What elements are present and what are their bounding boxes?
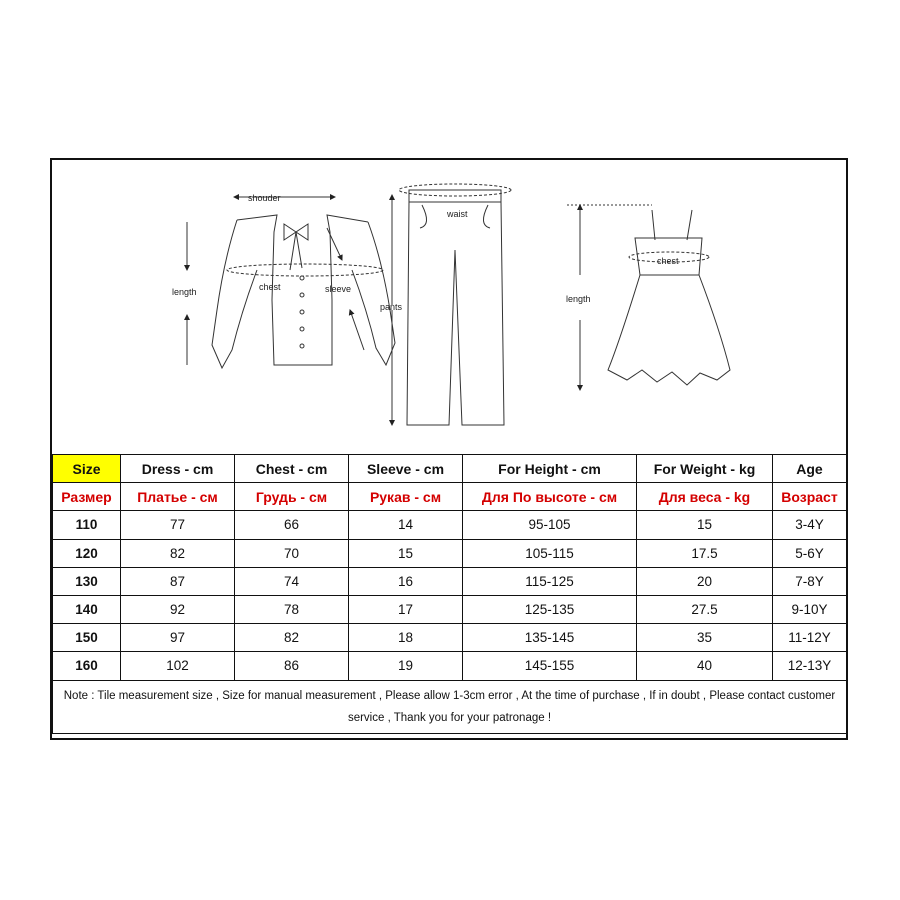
header-row-english	[53, 455, 847, 483]
cell-size: 130	[53, 567, 121, 595]
header-ru-height: Для По высоте - см	[463, 483, 637, 511]
table-row	[53, 624, 847, 652]
shirt-diagram	[187, 197, 395, 368]
header-ru-dress: Платье - см	[121, 483, 235, 511]
table-row	[53, 652, 847, 680]
cell-sleeve: 17	[349, 595, 463, 623]
cell-sleeve: 14	[349, 511, 463, 539]
cell-chest: 66	[235, 511, 349, 539]
cell-weight: 17.5	[637, 539, 773, 567]
header-ru-sleeve: Рукав - см	[349, 483, 463, 511]
dress-diagram	[567, 205, 730, 390]
header-sleeve: Sleeve - cm	[349, 455, 463, 483]
cell-dress: 87	[121, 567, 235, 595]
cell-age: 9-10Y	[773, 595, 847, 623]
cell-sleeve: 16	[349, 567, 463, 595]
header-age: Age	[773, 455, 847, 483]
cell-chest: 78	[235, 595, 349, 623]
cell-weight: 20	[637, 567, 773, 595]
header-height: For Height - cm	[463, 455, 637, 483]
cell-age: 11-12Y	[773, 624, 847, 652]
cell-weight: 40	[637, 652, 773, 680]
shirt-length-label: length	[172, 287, 197, 297]
cell-dress: 92	[121, 595, 235, 623]
header-ru-weight: Для веса - kg	[637, 483, 773, 511]
header-dress: Dress - cm	[121, 455, 235, 483]
header-row-russian	[53, 483, 847, 511]
header-size: Size	[53, 455, 121, 483]
cell-dress: 102	[121, 652, 235, 680]
cell-age: 7-8Y	[773, 567, 847, 595]
cell-sleeve: 15	[349, 539, 463, 567]
header-chest: Chest - cm	[235, 455, 349, 483]
shirt-chest-label: chest	[259, 282, 281, 292]
cell-height: 105-115	[463, 539, 637, 567]
garment-illustration	[52, 160, 846, 454]
table-row	[53, 567, 847, 595]
cell-sleeve: 19	[349, 652, 463, 680]
header-weight: For Weight - kg	[637, 455, 773, 483]
size-table	[52, 454, 847, 734]
cell-dress: 82	[121, 539, 235, 567]
header-ru-age: Возраст	[773, 483, 847, 511]
measurement-note: Note : Tile measurement size , Size for manual measurement , Please allow 1-3cm error , At the time of purchase , If in doubt , Please contact customer service , Thank you for your patronage !	[53, 680, 847, 733]
cell-age: 3-4Y	[773, 511, 847, 539]
cell-weight: 35	[637, 624, 773, 652]
dress-chest-label: chest	[657, 256, 679, 266]
table-row	[53, 595, 847, 623]
pants-label: pants	[380, 302, 403, 312]
cell-weight: 27.5	[637, 595, 773, 623]
garment-diagrams	[52, 160, 846, 454]
cell-height: 95-105	[463, 511, 637, 539]
sleeve-label: sleeve	[325, 284, 352, 294]
cell-size: 140	[53, 595, 121, 623]
cell-height: 135-145	[463, 624, 637, 652]
cell-size: 120	[53, 539, 121, 567]
cell-size: 150	[53, 624, 121, 652]
header-ru-size: Размер	[53, 483, 121, 511]
cell-chest: 82	[235, 624, 349, 652]
cell-sleeve: 18	[349, 624, 463, 652]
cell-chest: 86	[235, 652, 349, 680]
pants-diagram	[392, 184, 511, 425]
cell-age: 12-13Y	[773, 652, 847, 680]
cell-size: 110	[53, 511, 121, 539]
cell-height: 115-125	[463, 567, 637, 595]
waist-label: waist	[447, 209, 468, 219]
cell-chest: 70	[235, 539, 349, 567]
table-row	[53, 511, 847, 539]
size-chart	[50, 158, 848, 740]
cell-height: 125-135	[463, 595, 637, 623]
note-row	[53, 680, 847, 733]
cell-weight: 15	[637, 511, 773, 539]
cell-height: 145-155	[463, 652, 637, 680]
cell-size: 160	[53, 652, 121, 680]
header-ru-chest: Грудь - см	[235, 483, 349, 511]
table-row	[53, 539, 847, 567]
cell-dress: 97	[121, 624, 235, 652]
cell-dress: 77	[121, 511, 235, 539]
shoulder-label: shouder	[248, 193, 281, 203]
cell-chest: 74	[235, 567, 349, 595]
dress-length-label: length	[566, 294, 591, 304]
cell-age: 5-6Y	[773, 539, 847, 567]
